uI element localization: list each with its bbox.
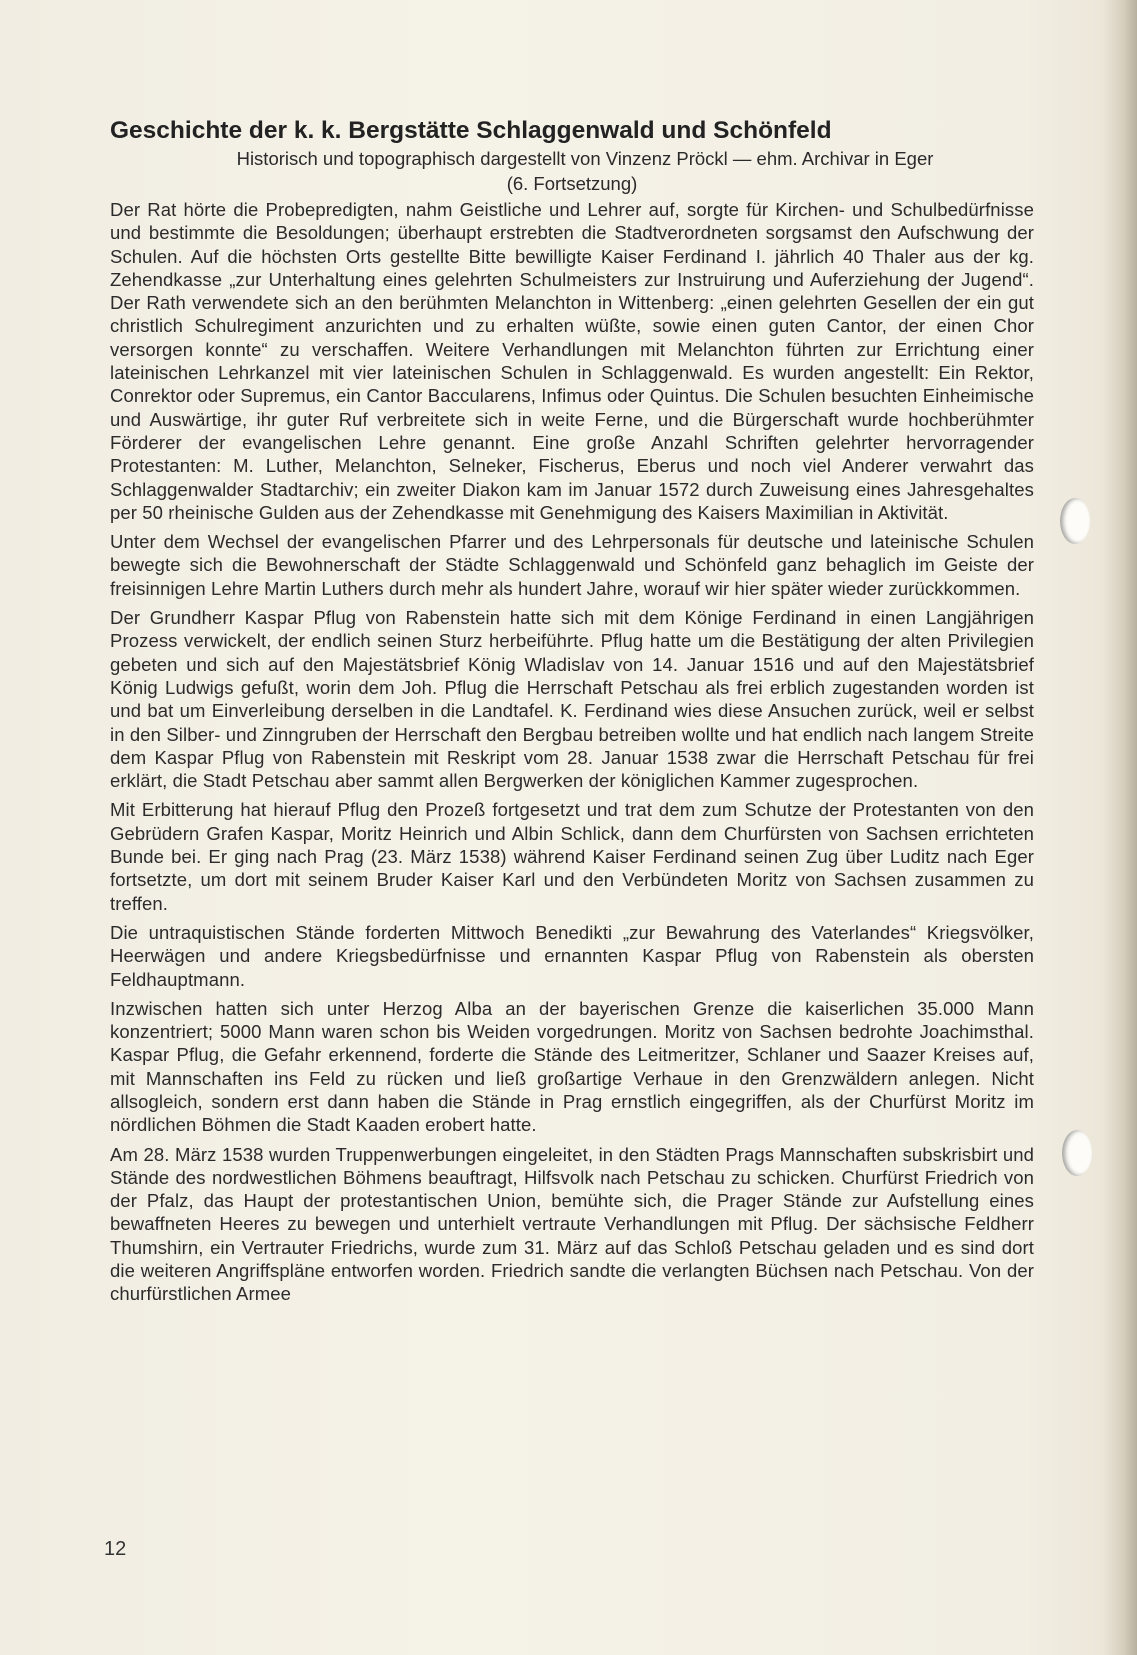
article-subtitle: Historisch und topographisch dargestellt von Vinzenz Pröckl — ehm. Archivar in Eger — [236, 148, 934, 169]
punch-hole — [1060, 498, 1090, 544]
punch-hole — [1062, 1130, 1092, 1176]
paragraph: Unter dem Wechsel der evangelischen Pfarrer und des Lehrpersonals für deutsche und lateinische Schulen bewegte sich die Bewohnerschaft der Städte Schlaggenwald und Schönfeld ganz behaglich im Geiste der freisinnigen Lehre Martin Luthers durch mehr als hundert Jahre, worauf wir hier später wieder zurückkommen. — [110, 531, 1034, 599]
paragraph: Mit Erbitterung hat hierauf Pflug den Prozeß fortgesetzt und trat dem zum Schutze der Protestanten von den Gebrüdern Grafen Kaspar, Moritz Heinrich und Albin Schlick, dann dem Churfürsten von Sachsen errichteten Bunde bei. Er ging nach Prag (23. März 1538) während Kaiser Ferdinand seinen Zug über Luditz nach Eger fortsetzte, um dort mit seinem Bruder Kaiser Karl und den Verbündeten Moritz von Sachsen zusammen zu treffen. — [110, 799, 1034, 914]
binding-shadow — [1103, 0, 1137, 1655]
paragraph: Die untraquistischen Stände forderten Mittwoch Benedikti „zur Bewahrung des Vaterlandes“ Kriegsvölker, Heerwägen und andere Kriegsbedürfnisse und ernannten Kaspar Pflug von Rabenstein als obersten Feldhauptmann. — [110, 921, 1034, 990]
continuation-note: (6. Fortsetzung) — [506, 173, 638, 194]
paragraph: Am 28. März 1538 wurden Truppenwerbungen eingeleitet, in den Städten Prags Mannschaften subskrisbirt und Stände des nordwestlichen Böhmens beauftragt, Hilfsvolk nach Petschau zu schicken. Churfürst Friedrich von der Pfalz, das Haupt der protestantischen Union, bemühte sich, die Prager Stände zur Aufstellung eines bewaffneten Heeres zu bewegen und unterhielt vertraute Verhandlungen mit Pflug. Der sächsische Feldherr Thumshirn, ein Vertrauter Friedrichs, wurde zum 31. März auf das Schloß Petschau geladen und es sind dort die weiteren Angriffspläne entworfen worden. Friedrich sandte die verlangten Büchsen nach Petschau. Von der churfürstlichen Armee — [110, 1143, 1034, 1305]
paragraph: Inzwischen hatten sich unter Herzog Alba an der bayerischen Grenze die kaiserlichen 35.000 Mann konzentriert; 5000 Mann waren schon bis Weiden vorgedrungen. Moritz von Sachsen bedrohte Joachimsthal. Kaspar Pflug, die Gefahr erkennend, forderte die Stände des Leitmeritzer, Schlaner und Saazer Kreises auf, mit Mannschaften ins Feld zu rücken und ließ großartige Verhaue in den Grenzwäldern anlegen. Nicht allsogleich, sondern erst dann haben die Stände in Prag ernstlich eingegriffen, als der Churfürst Moritz im nördlichen Böhmen die Stadt Kaaden erobert hatte. — [110, 997, 1034, 1136]
paragraph: Der Grundherr Kaspar Pflug von Rabenstein hatte sich mit dem Könige Ferdinand in einen Langjährigen Prozess verwickelt, der endlich seinen Sturz herbeiführte. Pflug hatte um die Bestätigung der alten Privilegien gebeten und sich auf den Majestätsbrief König Wladislav von 14. Januar 1516 und auf den Majestätsbrief König Ludwigs gefußt, worin dem Joh. Pflug die Herrschaft Petschau als frei erblich zugestanden worden ist und bat um Einverleibung derselben in die Landtafel. K. Ferdinand wies diese Ansuchen zurück, weil er selbst in den Silber- und Zinngruben der Herrschaft den Bergbau betreiben wollte und hat endlich nach langem Streite dem Kaspar Pflug von Rabenstein mit Reskript vom 28. Januar 1538 zwar die Herrschaft Petschau für frei erklärt, die Stadt Petschau aber sammt allen Bergwerken der königlichen Kammer zugesprochen. — [110, 607, 1034, 792]
article-title: Geschichte der k. k. Bergstätte Schlaggenwald und Schönfeld — [110, 117, 832, 144]
paragraph: Der Rat hörte die Probepredigten, nahm Geistliche und Lehrer auf, sorgte für Kirchen- und Schulbedürfnisse und bestimmte die Besoldungen; überhaupt erstrebten die Stadtverordneten sorgsamst den Aufschwung der Schulen. Auf die höchsten Orts gestellte Bitte bewilligte Kaiser Ferdinand I. jährlich 40 Thaler aus der kg. Zehendkasse „zur Unterhaltung eines gelehrten Schulmeisters zur Instruirung und Auferziehung der Jugend“. Der Rath verwendete sich an den berühmten Melanchton in Wittenberg: „einen gelehrten Gesellen der ein gut christlich Schulregiment anzurichten und zu erhalten wüßte, sowie einen guten Cantor, der einen Chor versorgen konnte“ zu verschaffen. Weitere Verhandlungen mit Melanchton führten zur Errichtung einer lateinischen Lehrkanzel mit vier lateinischen Schulen in Schlaggenwald. Es wurden angestellt: Ein Rektor, Conrektor oder Supremus, ein Cantor Baccularens, Infimus oder Quintus. Die Schulen besuchten Einheimische und Auswärtige, ihr guter Ruf verbreitete sich in weite Ferne, und die Bürgerschaft wurde hochberühmter Förderer der evangelischen Lehre genannt. Eine große Anzahl Schriften gelehrter hervorragender Protestanten: M. Luther, Melanchton, Selneker, Fischerus, Eberus und noch viel Anderer verwahrt das Schlaggenwalder Stadtarchiv; ein zweiter Diakon kam im Januar 1572 durch Zuweisung eines Jahresgehaltes per 50 rheinische Gulden aus der Zehendkasse mit Genehmigung des Kaisers Maximilian in Aktivität. — [110, 199, 1034, 523]
page-number: 12 — [104, 1538, 127, 1560]
article — [110, 116, 1034, 1312]
